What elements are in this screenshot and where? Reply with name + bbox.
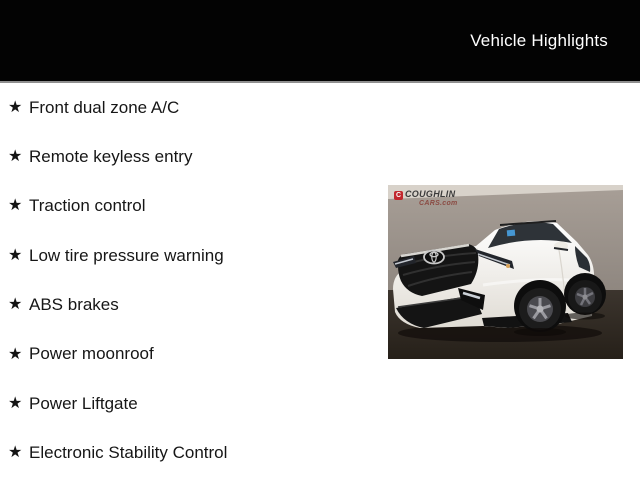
star-icon: ★ — [8, 395, 23, 413]
highlight-label: Electronic Stability Control — [29, 443, 228, 463]
star-icon: ★ — [8, 296, 23, 314]
watermark-dealer-name: COUGHLIN — [405, 189, 456, 199]
watermark-dealer-site: CARS.com — [419, 199, 458, 207]
highlight-label: Traction control — [29, 196, 146, 216]
highlight-item — [0, 281, 380, 330]
highlight-item — [0, 231, 380, 280]
coughlin-logo-icon: C — [395, 192, 402, 199]
highlight-item — [0, 330, 380, 379]
star-icon: ★ — [8, 98, 23, 116]
star-icon: ★ — [8, 444, 23, 462]
vehicle-photo — [388, 185, 623, 359]
highlight-label: Low tire pressure warning — [29, 245, 224, 265]
star-icon: ★ — [8, 345, 23, 363]
highlight-label: ABS brakes — [29, 295, 119, 315]
page-header — [0, 0, 640, 83]
highlight-item — [0, 132, 380, 181]
highlight-label: Front dual zone A/C — [29, 97, 180, 117]
dealer-watermark — [394, 190, 458, 208]
page-title: Vehicle Highlights — [470, 30, 608, 50]
star-icon: ★ — [8, 246, 23, 264]
highlight-item — [0, 379, 380, 428]
highlight-item — [0, 429, 380, 478]
highlight-label: Power moonroof — [29, 344, 154, 364]
highlight-item — [0, 83, 380, 132]
vehicle-photo-illustration — [388, 185, 623, 359]
highlight-label: Power Liftgate — [29, 393, 138, 413]
highlights-list — [0, 83, 380, 478]
highlight-label: Remote keyless entry — [29, 146, 193, 166]
highlight-item — [0, 182, 380, 231]
star-icon: ★ — [8, 148, 23, 166]
star-icon: ★ — [8, 197, 23, 215]
